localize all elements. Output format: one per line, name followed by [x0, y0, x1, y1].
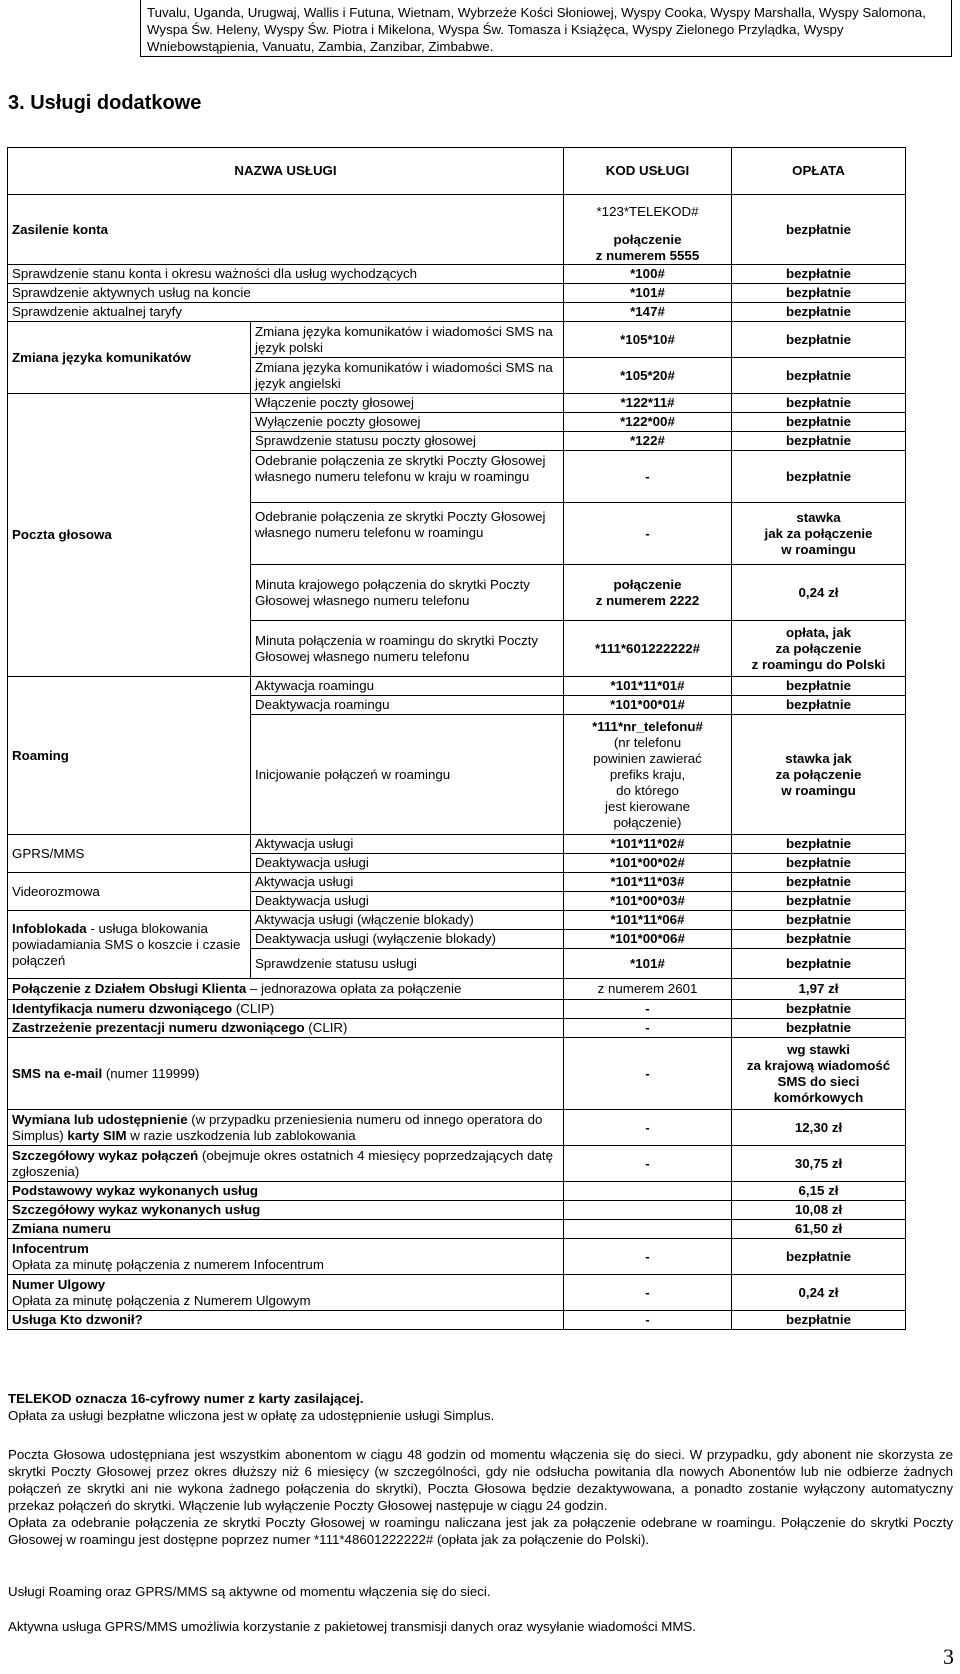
- row-name-bold: Wymiana lub udostępnienie: [12, 1111, 188, 1127]
- row-code: *101*00*03#: [564, 892, 732, 911]
- row-fee: 61,50 zł: [732, 1220, 906, 1239]
- row-name: [8, 1000, 564, 1019]
- notes-block-4: [8, 1618, 953, 1635]
- row-name: [8, 979, 564, 1000]
- note-free: Opłata za usługi bezpłatne wliczona jest w opłatę za udostępnienie usługi Simplus.: [8, 1408, 495, 1423]
- row-code: *101*11*06#: [564, 911, 732, 930]
- group-label-rest: - usługa blokowania powiadamiania SMS o koszcie i czasie połączeń: [12, 920, 241, 968]
- row-fee: [732, 1038, 906, 1110]
- row-code: *147#: [564, 303, 732, 322]
- row-fee: bezpłatnie: [732, 677, 906, 696]
- row-name: Odebranie połączenia ze skrytki Poczty Głosowej własnego numeru telefonu w roamingu: [251, 503, 564, 565]
- row-fee: bezpłatnie: [732, 892, 906, 911]
- row-name: Deaktywacja roamingu: [251, 696, 564, 715]
- row-code: [564, 565, 732, 621]
- row-name-rest: (numer 119999): [102, 1065, 200, 1081]
- row-fee: bezpłatnie: [732, 432, 906, 451]
- row-code: -: [564, 1038, 732, 1110]
- row-code: -: [564, 1110, 732, 1146]
- row-name: Podstawowy wykaz wykonanych usług: [8, 1182, 564, 1201]
- row-code: *111*601222222#: [564, 621, 732, 677]
- note-gprs: Usługi Roaming oraz GPRS/MMS są aktywne od momentu włączenia się do sieci.: [8, 1584, 491, 1599]
- row-fee: bezpłatnie: [732, 284, 906, 303]
- row-name: [8, 1239, 564, 1275]
- row-fee: bezpłatnie: [732, 451, 906, 503]
- row-fee: bezpłatnie: [732, 873, 906, 892]
- row-name: Deaktywacja usługi: [251, 892, 564, 911]
- row-code: *105*20#: [564, 358, 732, 394]
- table-row: [8, 677, 906, 696]
- table-row: [8, 265, 906, 284]
- row-code: *101*00*06#: [564, 930, 732, 949]
- fee-line: z roamingu do Polski: [751, 656, 886, 672]
- table-row: [8, 1239, 906, 1275]
- row-fee: bezpłatnie: [732, 265, 906, 284]
- row-code: *122#: [564, 432, 732, 451]
- row-code: *101#: [564, 284, 732, 303]
- row-name: Aktywacja usługi (włączenie blokady): [251, 911, 564, 930]
- row-code: -: [564, 1019, 732, 1038]
- row-name-bold: Zastrzeżenie prezentacji numeru dzwoniącego: [12, 1020, 305, 1035]
- row-code: z numerem 2601: [564, 979, 732, 1000]
- row-code: *101*00*02#: [564, 854, 732, 873]
- table-row: [8, 979, 906, 1000]
- row-name: Aktywacja roamingu: [251, 677, 564, 696]
- row-name-rest: w razie uszkodzenia lub zablokowania: [126, 1127, 356, 1143]
- row-code: [564, 1201, 732, 1220]
- row-name: Deaktywacja usługi: [251, 854, 564, 873]
- row-name-sub: Opłata za minutę połączenia z numerem Infocentrum: [12, 1256, 324, 1272]
- row-fee: 10,08 zł: [732, 1201, 906, 1220]
- code-line: połączenie: [613, 231, 682, 247]
- code-line: połączenie): [613, 814, 682, 830]
- row-name: Sprawdzenie aktywnych usług na koncie: [8, 284, 564, 303]
- code-line: *111*nr_telefonu#: [592, 718, 703, 734]
- row-name-title: Numer Ulgowy: [12, 1276, 106, 1292]
- row-name: Usługa Kto dzwonił?: [8, 1311, 564, 1330]
- table-row: [8, 1000, 906, 1019]
- row-name: Aktywacja usługi: [251, 873, 564, 892]
- row-code: *122*11#: [564, 394, 732, 413]
- code-line: jest kierowane: [605, 798, 690, 814]
- row-name: Aktywacja usługi: [251, 835, 564, 854]
- row-name: Zasilenie konta: [8, 195, 564, 265]
- row-code: *101*00*01#: [564, 696, 732, 715]
- table-header-row: [8, 148, 906, 195]
- fee-line: za połączenie: [775, 640, 862, 656]
- row-code: -: [564, 1146, 732, 1182]
- code-line: prefiks kraju,: [609, 766, 686, 782]
- group-label-bold: Infoblokada: [12, 920, 87, 936]
- table-row: [8, 303, 906, 322]
- row-name: [8, 1110, 564, 1146]
- row-fee: [732, 715, 906, 835]
- row-name: Szczegółowy wykaz wykonanych usług: [8, 1201, 564, 1220]
- row-fee: bezpłatnie: [732, 911, 906, 930]
- code-line: (nr telefonu: [613, 734, 682, 750]
- country-list-text: Tuvalu, Uganda, Urugwaj, Wallis i Futuna, Wietnam, Wybrzeże Kości Słoniowej, Wyspy Cooka, Wyspy Marshalla, Wyspy Salomona, Wyspa Św. Heleny, Wyspy Św. Piotra i Mikelona, Wyspa Św. Tomasza i Książęca, Wyspy Zielonego Przylądka, Wyspy Wniebowstąpienia, Vanuatu, Zambia, Zanzibar, Zimbabwe.: [147, 5, 926, 54]
- row-code: -: [564, 1239, 732, 1275]
- group-label: Videorozmowa: [8, 873, 251, 911]
- table-row: [8, 1146, 906, 1182]
- row-fee: [732, 621, 906, 677]
- row-code: [564, 1182, 732, 1201]
- notes-block-3: [8, 1583, 953, 1600]
- row-code: -: [564, 1311, 732, 1330]
- row-fee: bezpłatnie: [732, 854, 906, 873]
- row-fee: bezpłatnie: [732, 949, 906, 979]
- table-row: [8, 394, 906, 413]
- section-title: 3. Usługi dodatkowe: [8, 92, 202, 114]
- table-row: [8, 322, 906, 358]
- notes-block-2: [8, 1446, 953, 1548]
- code-line: *123*TELEKOD#: [596, 203, 699, 219]
- code-line: powinien zawierać: [593, 750, 702, 766]
- row-code: [564, 1220, 732, 1239]
- table-row: [8, 1182, 906, 1201]
- row-name-bold: SMS na e-mail: [12, 1065, 103, 1081]
- row-name: Odebranie połączenia ze skrytki Poczty Głosowej własnego numeru telefonu w kraju w roamingu: [251, 451, 564, 503]
- header-code: KOD USŁUGI: [564, 148, 732, 195]
- row-code: *105*10#: [564, 322, 732, 358]
- note-telekod: TELEKOD oznacza 16-cyfrowy numer z karty zasilającej.: [8, 1391, 364, 1406]
- row-fee: 0,24 zł: [732, 565, 906, 621]
- note-gprs-2: Aktywna usługa GPRS/MMS umożliwia korzystanie z pakietowej transmisji danych oraz wysyłanie wiadomości MMS.: [8, 1619, 696, 1634]
- row-name: [8, 1146, 564, 1182]
- table-row: [8, 195, 906, 265]
- fee-line: komórkowych: [773, 1089, 864, 1105]
- row-name: Inicjowanie połączeń w roamingu: [251, 715, 564, 835]
- row-name: Sprawdzenie statusu usługi: [251, 949, 564, 979]
- group-label: Roaming: [8, 677, 251, 835]
- group-label: Poczta głosowa: [8, 394, 251, 677]
- fee-line: stawka jak: [785, 750, 852, 766]
- row-fee: bezpłatnie: [732, 1019, 906, 1038]
- table-row: [8, 1220, 906, 1239]
- row-code: *122*00#: [564, 413, 732, 432]
- fee-line: stawka: [796, 509, 841, 525]
- row-code: [564, 195, 732, 265]
- row-fee: bezpłatnie: [732, 322, 906, 358]
- row-name: Sprawdzenie aktualnej taryfy: [8, 303, 564, 322]
- row-fee: bezpłatnie: [732, 358, 906, 394]
- row-fee: bezpłatnie: [732, 303, 906, 322]
- table-row: [8, 1019, 906, 1038]
- row-fee: 30,75 zł: [732, 1146, 906, 1182]
- row-code: *101*11*02#: [564, 835, 732, 854]
- row-name-rest: (CLIP): [232, 1001, 275, 1016]
- services-table: [7, 147, 906, 1330]
- row-fee: bezpłatnie: [732, 1000, 906, 1019]
- note-roaming: Opłata za odebranie połączenia ze skrytki Poczty Głosowej w roamingu naliczana jest jak za połączenie odebrane w roamingu. Połączenie do skrytki Poczty Głosowej w roamingu jest dostępne poprzez numer *111*48601222222# (opłata jak za połączenie do Polski).: [8, 1515, 953, 1547]
- row-fee: 12,30 zł: [732, 1110, 906, 1146]
- row-name-rest: (obejmuje okres ostatnich 4 miesięcy poprzedzających datę zgłoszenia): [12, 1147, 553, 1179]
- notes-block-1: [8, 1390, 953, 1424]
- row-code: [564, 715, 732, 835]
- group-label: GPRS/MMS: [8, 835, 251, 873]
- row-name: Wyłączenie poczty głosowej: [251, 413, 564, 432]
- row-fee: bezpłatnie: [732, 394, 906, 413]
- row-name-bold2: karty SIM: [67, 1127, 127, 1143]
- row-name-bold: Szczegółowy wykaz połączeń: [12, 1147, 199, 1163]
- row-name-mid: (w przypadku przeniesienia numeru od innego operatora do Simplus): [12, 1111, 543, 1143]
- row-code: *101*11*01#: [564, 677, 732, 696]
- row-fee: 6,15 zł: [732, 1182, 906, 1201]
- code-line: z numerem 5555: [595, 247, 700, 263]
- table-row: [8, 1311, 906, 1330]
- row-code: *100#: [564, 265, 732, 284]
- group-label: Zmiana języka komunikatów: [8, 322, 251, 394]
- row-code: -: [564, 1000, 732, 1019]
- group-label: [8, 911, 251, 979]
- row-fee: [732, 503, 906, 565]
- table-row: [8, 1275, 906, 1311]
- code-line: połączenie: [613, 576, 682, 592]
- row-name: Zmiana numeru: [8, 1220, 564, 1239]
- fee-line: za krajową wiadomość: [746, 1057, 891, 1073]
- row-name: Zmiana języka komunikatów i wiadomości SMS na język polski: [251, 322, 564, 358]
- row-code: -: [564, 451, 732, 503]
- row-name: Włączenie poczty głosowej: [251, 394, 564, 413]
- row-code: *101#: [564, 949, 732, 979]
- page-number: 3: [943, 1644, 954, 1669]
- row-name: [8, 1275, 564, 1311]
- row-fee: 1,97 zł: [732, 979, 906, 1000]
- fee-line: za połączenie: [775, 766, 862, 782]
- fee-line: wg stawki: [787, 1041, 850, 1057]
- row-name: Sprawdzenie stanu konta i okresu ważności dla usług wychodzących: [8, 265, 564, 284]
- table-row: [8, 873, 906, 892]
- row-name: Minuta krajowego połączenia do skrytki Poczty Głosowej własnego numeru telefonu: [251, 565, 564, 621]
- row-name-bold: Identyfikacja numeru dzwoniącego: [12, 1001, 233, 1016]
- fee-line: w roamingu: [781, 782, 856, 798]
- table-row: [8, 1201, 906, 1220]
- table-row: [8, 835, 906, 854]
- code-line: z numerem 2222: [595, 592, 700, 608]
- row-fee: bezpłatnie: [732, 835, 906, 854]
- row-name: Deaktywacja usługi (wyłączenie blokady): [251, 930, 564, 949]
- fee-line: opłata, jak: [785, 624, 852, 640]
- note-poczta: Poczta Głosowa udostępniana jest wszystkim abonentom w ciągu 48 godzin od momentu włączenia się do sieci. W przypadku, gdy abonent nie skorzysta ze skrytki Poczty Głosowej przez okres dłuższy niż 6 miesięcy (w szczególności, gdy nie odsłucha powitania dla nowych Abonentów lub nie odbierze żadnych połączeń ze skrytki ani nie wykona żadnego połączenia do skrytki), Poczta Głosowa będzie dezaktywowana, a ponadto zostanie wyłączony automatyczny przekaz połączeń do skrytki. Włączenie lub wyłączenie Poczty Głosowej następuje w ciągu 24 godzin.: [8, 1447, 953, 1513]
- fee-line: jak za połączenie: [764, 525, 873, 541]
- header-fee: OPŁATA: [732, 148, 906, 195]
- row-fee: bezpłatnie: [732, 1311, 906, 1330]
- row-name-rest: – jednorazowa opłata za połączenie: [246, 981, 462, 996]
- row-name: [8, 1019, 564, 1038]
- code-line: do którego: [616, 782, 679, 798]
- row-fee: 0,24 zł: [732, 1275, 906, 1311]
- row-fee: bezpłatnie: [732, 1239, 906, 1275]
- row-name-sub: Opłata za minutę połączenia z Numerem Ulgowym: [12, 1292, 311, 1308]
- row-name-bold: Połączenie z Działem Obsługi Klienta: [12, 981, 247, 996]
- row-fee: bezpłatnie: [732, 696, 906, 715]
- row-name-title: Infocentrum: [12, 1240, 89, 1256]
- row-code: -: [564, 503, 732, 565]
- row-fee: bezpłatnie: [732, 930, 906, 949]
- row-name: Zmiana języka komunikatów i wiadomości SMS na język angielski: [251, 358, 564, 394]
- header-name: NAZWA USŁUGI: [8, 148, 564, 195]
- row-name-rest: (CLIR): [304, 1020, 348, 1035]
- row-name: Sprawdzenie statusu poczty głosowej: [251, 432, 564, 451]
- table-row: [8, 1038, 906, 1110]
- table-row: [8, 1110, 906, 1146]
- row-fee: bezpłatnie: [732, 413, 906, 432]
- row-fee: bezpłatnie: [732, 195, 906, 265]
- row-code: -: [564, 1275, 732, 1311]
- fee-line: SMS do sieci: [777, 1073, 860, 1089]
- row-name: [8, 1038, 564, 1110]
- row-code: *101*11*03#: [564, 873, 732, 892]
- row-name: Minuta połączenia w roamingu do skrytki Poczty Głosowej własnego numeru telefonu: [251, 621, 564, 677]
- table-row: [8, 911, 906, 930]
- fee-line: w roamingu: [781, 541, 856, 557]
- continuation-text-box: [140, 0, 952, 57]
- table-row: [8, 284, 906, 303]
